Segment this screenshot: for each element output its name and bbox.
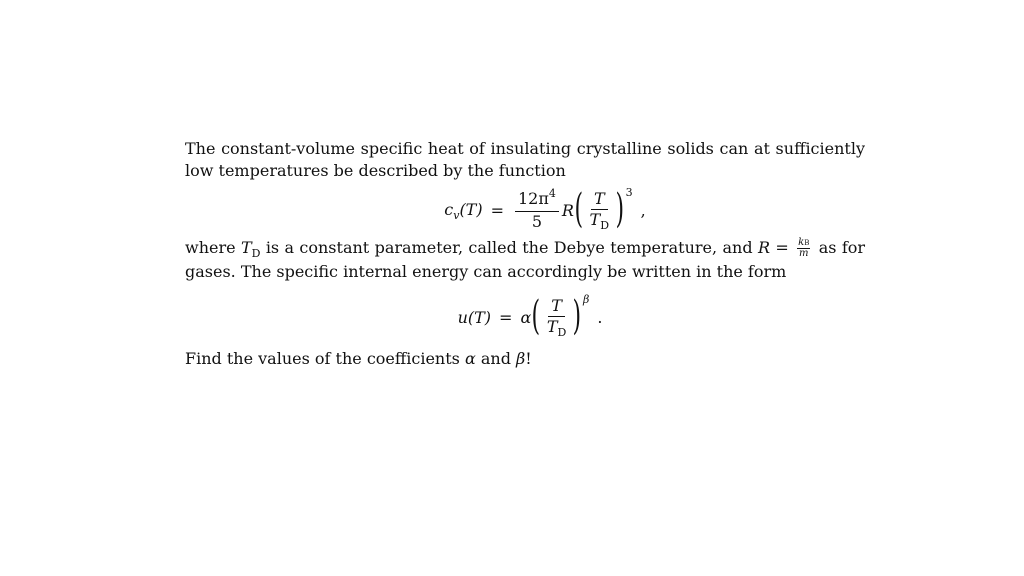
problem-text (185, 138, 865, 370)
intro-paragraph: The constant-volume specific heat of insulating crystalline solids can at sufficiently low temperatures be described by the function (185, 139, 865, 180)
temperature-ratio-power: ( $\frac{T}{T_D}$ ) 3 (574, 190, 633, 231)
temperature-ratio-power-2: ( $\frac{T}{T_D}$ ) β (531, 297, 589, 338)
equation2-period: . (597, 307, 603, 327)
equals-sign-2: = (499, 307, 513, 327)
u-of-t: u(T) (457, 307, 492, 327)
temperature-ratio: $\frac{T}{T_D}$ (589, 189, 610, 232)
equation1-comma: , (640, 200, 646, 220)
r-constant: R (561, 200, 574, 220)
internal-energy-equation (185, 292, 865, 339)
kb-over-m-fraction: $\frac{kB}{m}$ (798, 237, 810, 259)
temperature-ratio-2: $\frac{T}{T_D}$ (546, 296, 567, 339)
prefactor-fraction: $\frac{12\pi^4}{5}$ (515, 190, 559, 231)
debye-paragraph: where $T_D$ is a constant parameter, called the Debye temperature, and R = $\frac{kB}{m}$ as for gases. The specific internal energy can accordingly be written in the form (185, 237, 866, 281)
question-paragraph: Find the values of the coefficients α and β! (185, 349, 532, 368)
specific-heat-equation (185, 185, 865, 232)
cv-symbol: $c_v(T)$ (444, 199, 483, 222)
alpha-coefficient: α (520, 307, 532, 327)
exponent-3: 3 (625, 185, 633, 199)
equals-sign: = (490, 200, 504, 220)
exponent-beta: β (582, 292, 590, 306)
